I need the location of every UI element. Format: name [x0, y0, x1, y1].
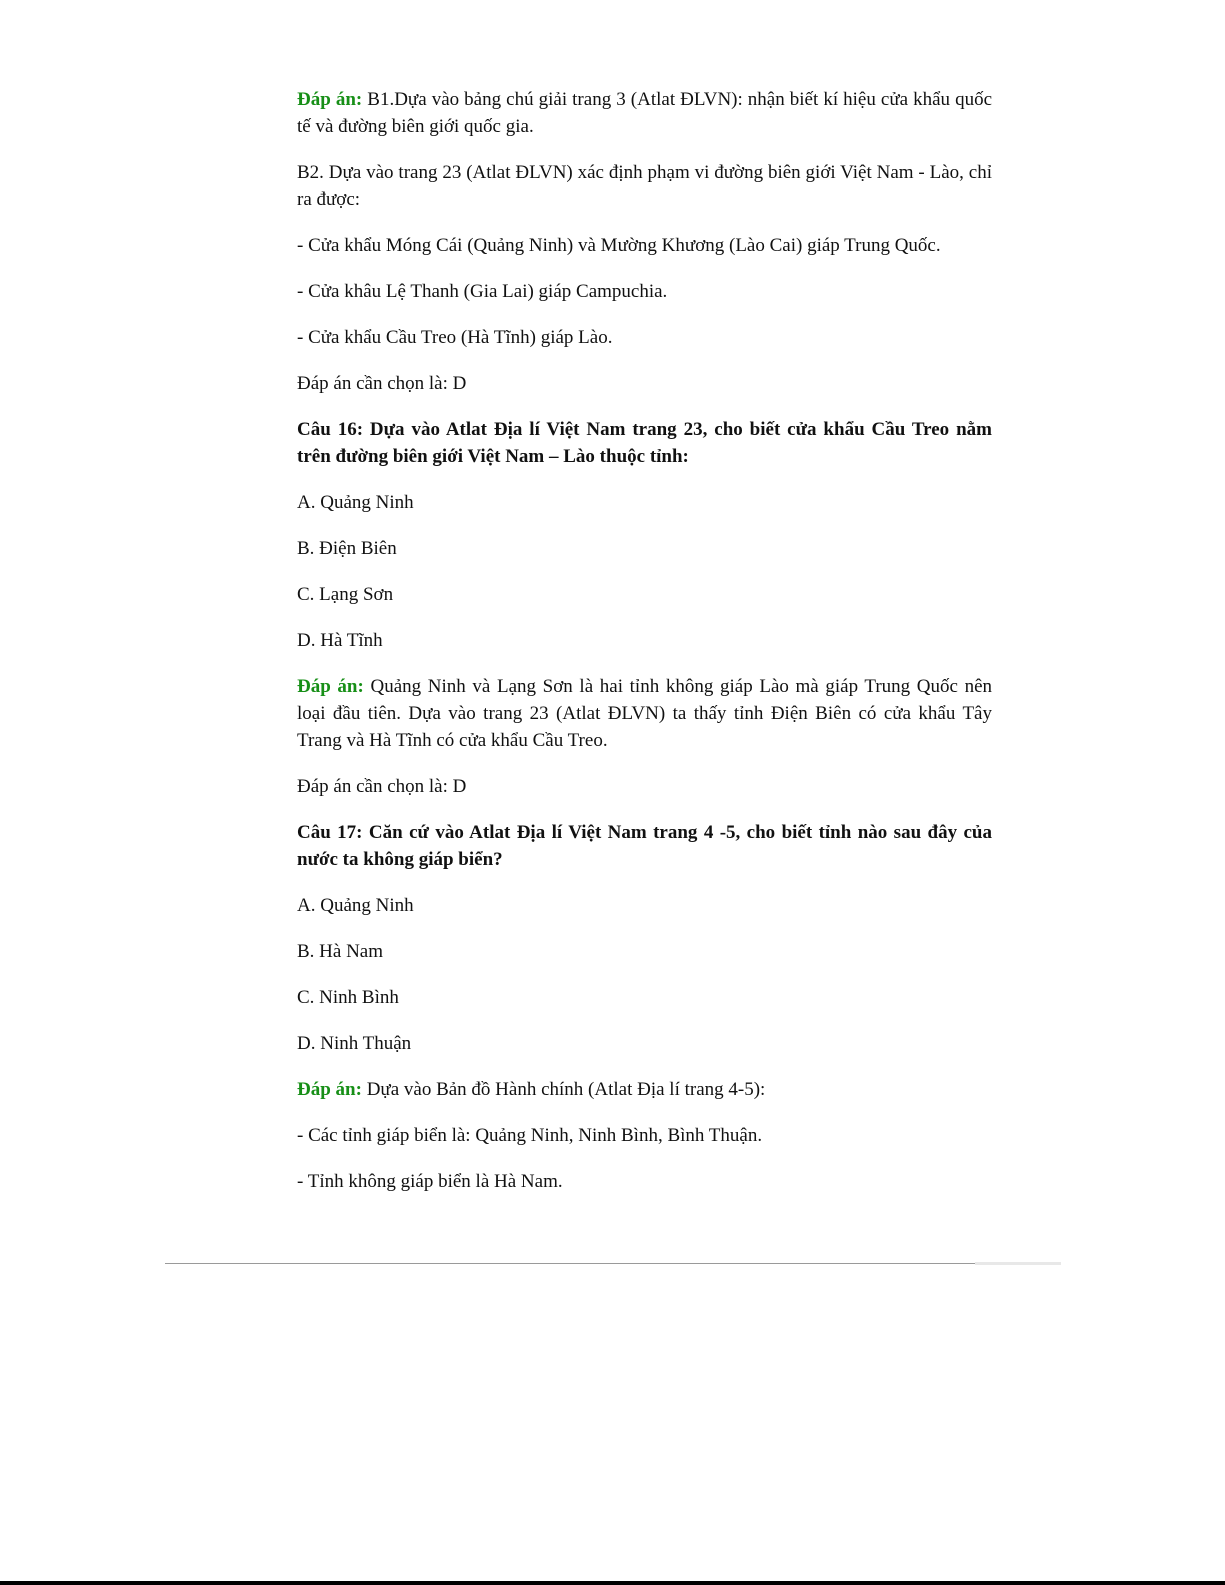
block1-bullet-3: - Cửa khẩu Cầu Treo (Hà Tĩnh) giáp Lào. [297, 327, 613, 348]
question-17: Câu 17: Căn cứ vào Atlat Địa lí Việt Nam trang 4 -5, cho biết tỉnh nào sau đây của nước ta không giáp biển? [297, 822, 992, 870]
answer-label: Đáp án: [297, 89, 363, 110]
page-bottom-edge [0, 1581, 1225, 1585]
answer-text: Dựa vào Bản đồ Hành chính (Atlat Địa lí trang 4-5): [366, 1079, 766, 1100]
block1-bullet-1: - Cửa khẩu Móng Cái (Quảng Ninh) và Mường Khương (Lào Cai) giáp Trung Quốc. [297, 235, 941, 256]
answer-label: Đáp án: [297, 676, 364, 697]
document-body [297, 86, 992, 1214]
q17-bullet-2: - Tỉnh không giáp biển là Hà Nam. [297, 1171, 563, 1192]
q16-option-c: C. Lạng Sơn [297, 584, 394, 605]
q17-answer [297, 1076, 992, 1103]
q17-option-c: C. Ninh Bình [297, 987, 399, 1008]
q16-answer [297, 673, 992, 754]
block1-step2: B2. Dựa vào trang 23 (Atlat ĐLVN) xác định phạm vi đường biên giới Việt Nam - Lào, chỉ ra được: [297, 162, 992, 210]
q16-conclusion: Đáp án cần chọn là: D [297, 776, 467, 797]
block1-answer [297, 86, 992, 140]
q17-bullet-1: - Các tỉnh giáp biển là: Quảng Ninh, Ninh Bình, Bình Thuận. [297, 1125, 763, 1146]
answer-label: Đáp án: [297, 1079, 362, 1100]
footer-divider [165, 1263, 1061, 1264]
block1-conclusion: Đáp án cần chọn là: D [297, 373, 467, 394]
q16-option-b: B. Điện Biên [297, 538, 397, 559]
question-16: Câu 16: Dựa vào Atlat Địa lí Việt Nam trang 23, cho biết cửa khẩu Cầu Treo nằm trên đường biên giới Việt Nam – Lào thuộc tỉnh: [297, 419, 992, 467]
q16-option-a: A. Quảng Ninh [297, 492, 414, 513]
block1-bullet-2: - Cửa khâu Lệ Thanh (Gia Lai) giáp Campuchia. [297, 281, 668, 302]
answer-text: B1.Dựa vào bảng chú giải trang 3 (Atlat ĐLVN): nhận biết kí hiệu cửa khẩu quốc tế và đường biên giới quốc gia. [297, 89, 992, 137]
q17-option-b: B. Hà Nam [297, 941, 384, 962]
q17-option-d: D. Ninh Thuận [297, 1033, 412, 1054]
q17-option-a: A. Quảng Ninh [297, 895, 414, 916]
footer-watermark-mark [975, 1262, 1061, 1265]
q16-option-d: D. Hà Tĩnh [297, 630, 383, 651]
answer-text: Quảng Ninh và Lạng Sơn là hai tỉnh không giáp Lào mà giáp Trung Quốc nên loại đầu tiên. Dựa vào trang 23 (Atlat ĐLVN) ta thấy tỉnh Điện Biên có cửa khẩu Tây Trang và Hà Tĩnh có cửa khẩu Cầu Treo. [297, 676, 993, 751]
